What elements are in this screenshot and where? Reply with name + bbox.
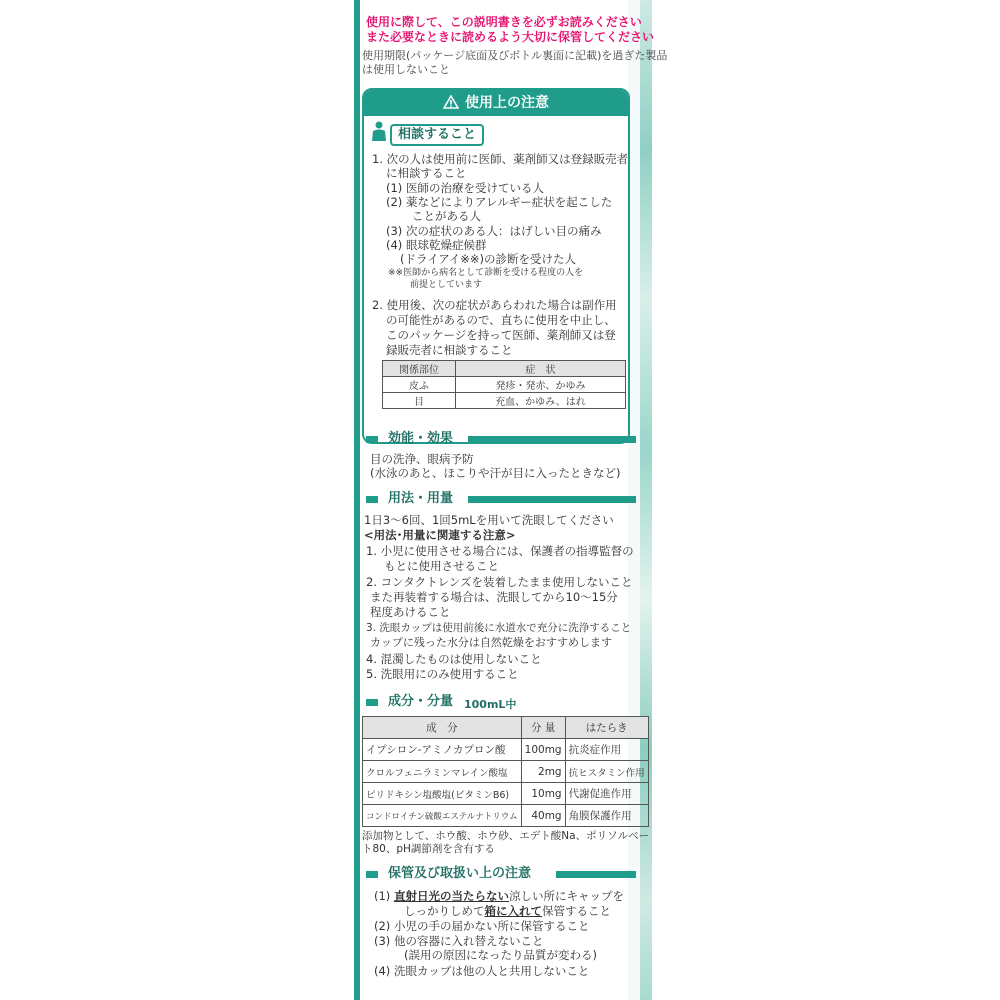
usage-item-2c: 程度あけること: [370, 605, 451, 619]
ingredient-role: 角膜保護作用: [565, 805, 648, 827]
ingredient-role: 抗炎症作用: [565, 739, 648, 761]
caution-sub-4b: (ドライアイ※※)の診断を受けた人: [400, 252, 577, 266]
caution-box: [362, 88, 630, 444]
additives-line-2: ト80、pH調節剤を含有する: [362, 843, 495, 855]
caution-sub-1: (1) 医師の治療を受けている人: [386, 181, 544, 195]
storage-item-2: (2) 小児の手の届かない所に保管すること: [374, 919, 590, 933]
ingredient-name: コンドロイチン硫酸エステルナトリウム: [363, 805, 522, 827]
caution-item-2b: の可能性があるので、直ちに使用を中止し、: [386, 313, 616, 327]
efficacy-line-1: 目の洗浄、眼病予防: [370, 452, 474, 466]
caution-title: 使用上の注意: [465, 95, 549, 111]
caution-sub-2a: (2) 薬などによりアレルギー症状を起こした: [386, 195, 613, 209]
storage-item-1b-a: しっかりしめて: [404, 904, 485, 918]
storage-item-4: (4) 洗眼カップは他の人と共用しないこと: [374, 964, 590, 978]
table-row: [383, 377, 626, 393]
caution-sub-2b: ことがある人: [412, 209, 481, 223]
ingredient-role: 抗ヒスタミン作用: [565, 761, 648, 783]
usage-item-5: 5. 洗眼用にのみ使用すること: [366, 667, 519, 681]
usage-heading: [360, 491, 628, 507]
usage-item-1b: もとに使用させること: [384, 559, 499, 573]
caution-item-2a: 2. 使用後、次の症状があらわれた場合は副作用: [372, 298, 617, 312]
storage-heading: [360, 866, 628, 882]
side-effects-header-symptom: 症 状: [456, 361, 626, 377]
table-row: [383, 393, 626, 409]
ingredient-name: ピリドキシン塩酸塩(ビタミンB6): [363, 783, 522, 805]
storage-item-1b-rest: 保管すること: [542, 904, 611, 918]
consult-person-icon: [370, 120, 388, 142]
side-effect-symptom: 発疹・発赤、かゆみ: [456, 377, 626, 393]
side-effect-symptom: 充血、かゆみ、はれ: [456, 393, 626, 409]
caution-item-2c: このパッケージを持って医師、薬剤師又は登: [386, 328, 616, 342]
storage-item-1b-emphasis: 箱に入れて: [484, 904, 542, 918]
efficacy-line-2: (水泳のあと、ほこりや汗が目に入ったときなど): [370, 466, 621, 480]
leaflet-content: [360, 0, 668, 1000]
additives-line-1: 添加物として、ホウ酸、ホウ砂、エデト酸Na、ポリソルベー: [362, 830, 650, 842]
ingredient-amount: 2mg: [521, 761, 565, 783]
usage-item-2a: 2. コンタクトレンズを装着したまま使用しないこと: [366, 575, 633, 589]
usage-item-3b: カップに残った水分は自然乾燥をおすすめします: [370, 636, 612, 649]
caution-note-b: 前提としています: [410, 280, 483, 290]
expiry-line-1: 使用期限(パッケージ底面及びボトル裏面に記載)を過ぎた製品: [362, 49, 668, 62]
storage-title: 保管及び取扱い上の注意: [388, 866, 532, 881]
ingredient-amount: 100mg: [521, 739, 565, 761]
usage-subheading: <用法･用量に関連する注意>: [364, 528, 516, 542]
usage-item-1a: 1. 小児に使用させる場合には、保護者の指導監督の: [366, 544, 634, 558]
ingredients-header-name: 成 分: [363, 717, 522, 739]
consult-label: 相談すること: [390, 124, 484, 146]
side-effects-header-part: 関係部位: [383, 361, 456, 377]
usage-line-1: 1日3～6回、1回5mLを用いて洗眼してください: [364, 513, 614, 527]
side-effect-part: 目: [383, 393, 456, 409]
caution-item-1b: に相談すること: [386, 166, 467, 180]
usage-title: 用法・用量: [388, 491, 454, 506]
table-row: [363, 783, 649, 805]
storage-item-1b: [404, 904, 611, 919]
warning-icon: [443, 95, 459, 109]
side-effects-table: [382, 360, 626, 409]
caution-note-a: ※※医師から病名として診断を受ける程度の人を: [388, 268, 584, 278]
ingredients-heading: [360, 694, 628, 710]
table-row: [363, 805, 649, 827]
ingredient-amount: 10mg: [521, 783, 565, 805]
ingredient-amount: 40mg: [521, 805, 565, 827]
storage-item-1-emphasis: 直射日光の当たらない: [393, 889, 509, 903]
storage-item-1a: [374, 889, 624, 904]
side-effect-part: 皮ふ: [383, 377, 456, 393]
caution-header: [364, 90, 628, 116]
table-row: [363, 739, 649, 761]
caution-sub-3: (3) 次の症状のある人：はげしい目の痛み: [386, 224, 602, 238]
ingredient-name: クロルフェニラミンマレイン酸塩: [363, 761, 522, 783]
ingredients-header-role: はたらき: [565, 717, 648, 739]
efficacy-title: 効能・効果: [388, 431, 454, 446]
storage-item-1-rest: 涼しい所にキャップを: [508, 889, 624, 903]
caution-item-1a: 1. 次の人は使用前に医師、薬剤師又は登録販売者: [372, 152, 629, 166]
efficacy-heading: [360, 431, 628, 447]
usage-item-4: 4. 混濁したものは使用しないこと: [366, 652, 542, 666]
usage-item-3a: 3. 洗眼カップは使用前後に水道水で充分に洗浄すること: [366, 622, 632, 634]
notice-line-1: 使用に際して、この説明書きを必ずお読みください: [366, 15, 642, 29]
table-row: [363, 761, 649, 783]
storage-item-3b: (誤用の原因になったり品質が変わる): [404, 948, 597, 962]
caution-item-2d: 録販売者に相談すること: [386, 343, 513, 357]
caution-sub-4a: (4) 眼球乾燥症候群: [386, 238, 487, 252]
ingredients-unit: 100mL中: [464, 698, 517, 711]
storage-item-1-number: (1): [374, 889, 391, 903]
ingredient-name: イプシロン-アミノカプロン酸: [363, 739, 522, 761]
expiry-line-2: は使用しないこと: [362, 63, 450, 76]
ingredients-title: 成分・分量: [388, 694, 454, 709]
ingredient-role: 代謝促進作用: [565, 783, 648, 805]
usage-item-2b: また再装着する場合は、洗眼してから10～15分: [370, 590, 618, 604]
notice-line-2: また必要なときに読めるよう大切に保管してください: [366, 30, 655, 44]
right-decorative-strip: [640, 0, 652, 1000]
ingredients-header-amount: 分 量: [521, 717, 565, 739]
storage-item-3a: (3) 他の容器に入れ替えないこと: [374, 934, 544, 948]
ingredients-table: [362, 716, 649, 827]
